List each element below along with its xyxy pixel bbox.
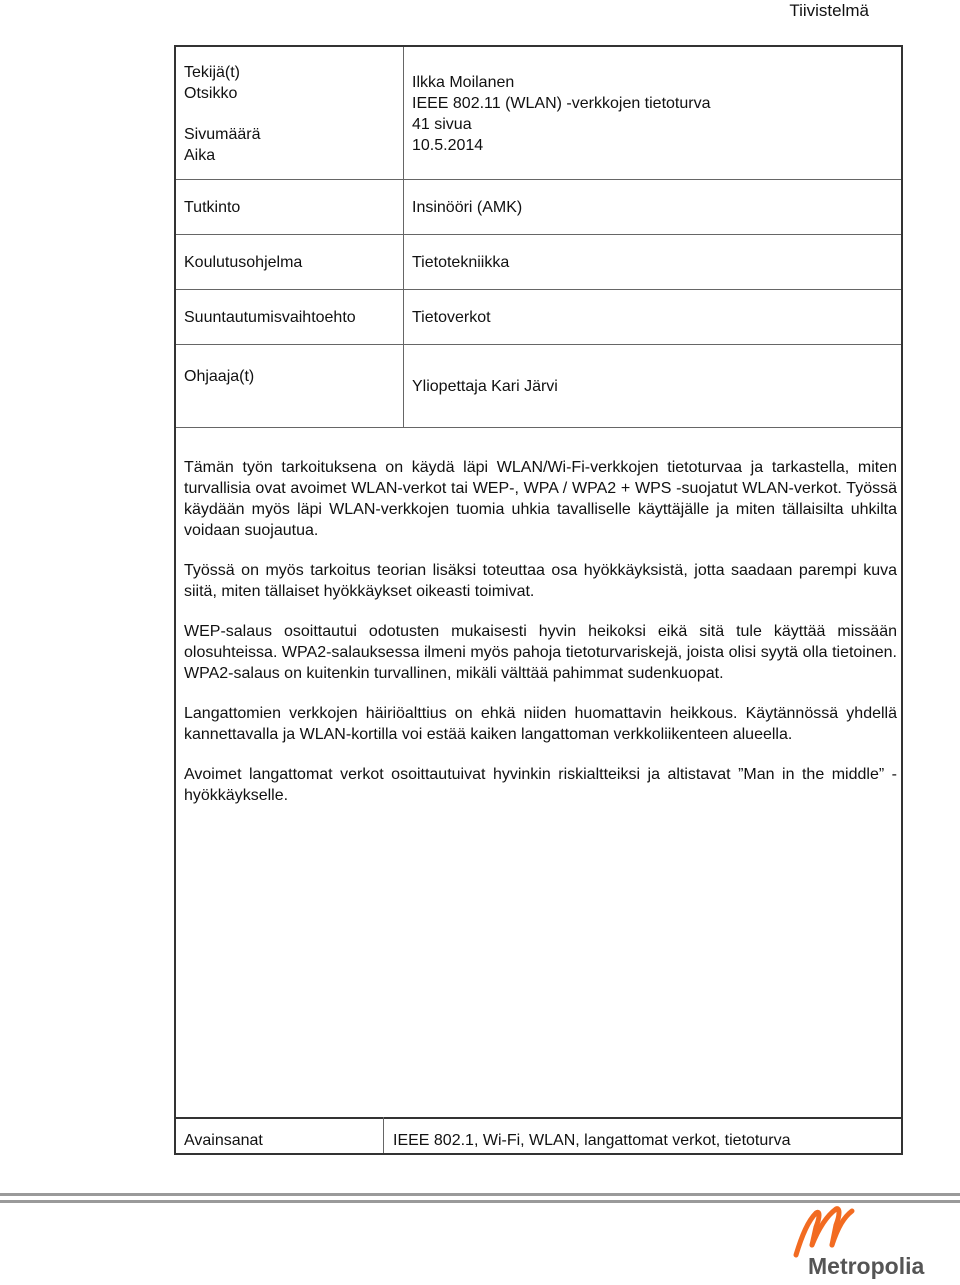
author-value: Ilkka Moilanen bbox=[412, 74, 515, 91]
document-section-title: Tiivistelmä bbox=[789, 1, 869, 20]
row-divider bbox=[176, 427, 901, 428]
row-divider bbox=[176, 289, 901, 290]
date-label: Aika bbox=[184, 147, 216, 164]
date-value: 10.5.2014 bbox=[412, 137, 484, 154]
degree-label: Tutkinto bbox=[184, 199, 241, 216]
abstract-paragraph: Työssä on myös tarkoitus teorian lisäksi toteuttaa osa hyökkäyksistä, jotta saadaan parempi kuva siitä, miten tällaiset hyökkäykset oikeasti toimivat. bbox=[184, 562, 897, 600]
keywords-divider bbox=[176, 1117, 901, 1119]
specialisation-label: Suuntautumisvaihtoehto bbox=[184, 309, 356, 326]
title-value: IEEE 802.11 (WLAN) -verkkojen tietoturva bbox=[412, 95, 711, 112]
supervisor-label: Ohjaaja(t) bbox=[184, 368, 255, 385]
abstract-paragraph: Avoimet langattomat verkot osoittautuivat hyvinkin riskialtteiksi ja altistavat ”Man in the middle” -hyökkäykselle. bbox=[184, 766, 897, 804]
metropolia-logo-text: Metropolia bbox=[808, 1253, 925, 1279]
footer-stripe bbox=[0, 1193, 960, 1196]
degree-value: Insinööri (AMK) bbox=[412, 199, 523, 216]
row-divider bbox=[176, 234, 901, 235]
programme-value: Tietotekniikka bbox=[412, 254, 510, 271]
abstract-paragraph: WEP-salaus osoittautui odotusten mukaisesti hyvin heikoksi eikä sitä tule käyttää missään olosuhteissa. WPA2-salauksessa ilmeni myös pahoja tietoturvariskejä, joista olisi syytä olla tietoinen. WPA2-salaus on kuitenkin turvallinen, mikäli välttää pahimmat sudenkuopat. bbox=[184, 623, 897, 682]
abstract-paragraph: Langattomien verkkojen häiriöalttius on ehkä niiden huomattavin heikkous. Käytännössä yhdellä kannettavalla ja WLAN-kortilla voi estää kaiken langattoman verkkoliikenteen alueella. bbox=[184, 705, 897, 743]
keywords-column-divider bbox=[383, 1117, 384, 1153]
programme-label: Koulutusohjelma bbox=[184, 254, 303, 271]
abstract-frame bbox=[174, 45, 903, 1155]
keywords-label: Avainsanat bbox=[184, 1132, 263, 1149]
metropolia-logo-mark bbox=[790, 1197, 925, 1280]
abstract-paragraph: Tämän työn tarkoituksena on käydä läpi WLAN/Wi-Fi-verkkojen tietoturvaa ja tarkastella, miten turvallisia ovat avoimet WLAN-verkot tai WEP-, WPA / WPA2 + WPS -suojatut WLAN-verkot. Työssä käydään myös läpi WLAN-verkkojen tuomia uhkia tavalliselle käyttäjälle ja miten tällaisilta uhkilta voidaan suojautua. bbox=[184, 459, 897, 539]
title-label: Otsikko bbox=[184, 85, 238, 102]
column-divider bbox=[403, 47, 404, 427]
pages-label: Sivumäärä bbox=[184, 126, 261, 143]
supervisor-value: Yliopettaja Kari Järvi bbox=[412, 378, 558, 395]
metropolia-logo bbox=[790, 1197, 925, 1280]
row-divider bbox=[176, 179, 901, 180]
pages-value: 41 sivua bbox=[412, 116, 472, 133]
abstract-text bbox=[184, 457, 897, 825]
keywords-value: IEEE 802.1, Wi-Fi, WLAN, langattomat verkot, tietoturva bbox=[393, 1132, 791, 1149]
author-label: Tekijä(t) bbox=[184, 64, 241, 81]
specialisation-value: Tietoverkot bbox=[412, 309, 491, 326]
row-divider bbox=[176, 344, 901, 345]
